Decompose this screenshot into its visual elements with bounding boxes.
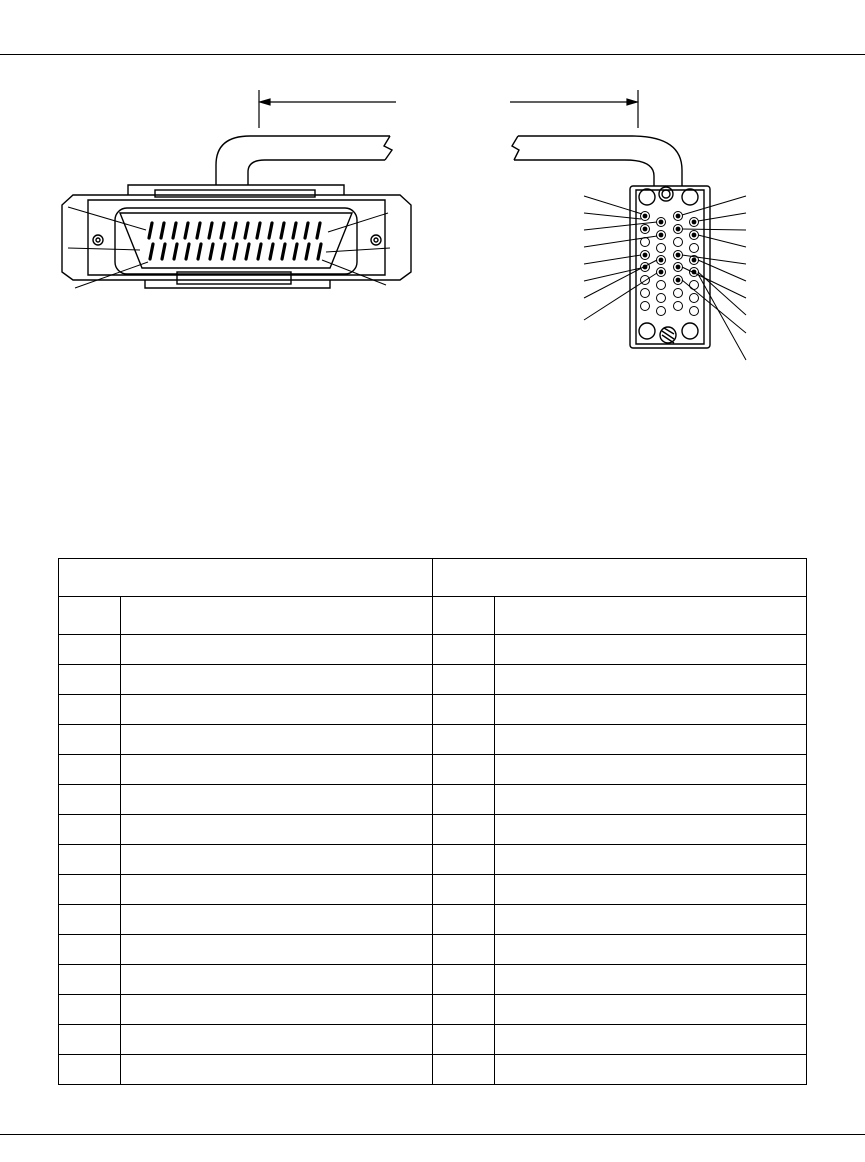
- table-row: [59, 725, 807, 755]
- table-cell: [59, 635, 121, 665]
- table-cell: [433, 815, 495, 845]
- table-row: [59, 935, 807, 965]
- table-cell: [121, 935, 433, 965]
- table-cell: [121, 845, 433, 875]
- table-cell: [59, 725, 121, 755]
- table-subheader-row: [59, 597, 807, 635]
- table-cell: [121, 965, 433, 995]
- table-cell: [433, 965, 495, 995]
- table-cell: [59, 845, 121, 875]
- table-cell: [495, 845, 807, 875]
- table-row: [59, 1055, 807, 1085]
- table-subheader-cell: [433, 597, 495, 635]
- table-cell: [495, 815, 807, 845]
- pinout-table: [58, 558, 807, 1085]
- table-cell: [433, 1025, 495, 1055]
- table-cell: [59, 695, 121, 725]
- table-row: [59, 965, 807, 995]
- table-row: [59, 695, 807, 725]
- table-row: [59, 1025, 807, 1055]
- table-cell: [495, 1025, 807, 1055]
- table-cell: [59, 935, 121, 965]
- table-cell: [433, 725, 495, 755]
- table-cell: [433, 845, 495, 875]
- table-cell: [433, 695, 495, 725]
- cable-length-dimension: [259, 90, 638, 128]
- table-subheader-cell: [495, 597, 807, 635]
- table-cell: [433, 1055, 495, 1085]
- table-cell: [59, 965, 121, 995]
- table-cell: [59, 665, 121, 695]
- table-cell: [495, 695, 807, 725]
- table-cell: [433, 875, 495, 905]
- table-header-left: [59, 559, 433, 597]
- right-connector-active-pins: [643, 214, 697, 283]
- cable-diagram: [0, 0, 865, 380]
- table-cell: [121, 695, 433, 725]
- left-connector: [62, 185, 411, 288]
- table-cell: [121, 755, 433, 785]
- table-row: [59, 755, 807, 785]
- table-row: [59, 665, 807, 695]
- table-cell: [121, 785, 433, 815]
- table-cell: [121, 995, 433, 1025]
- table-cell: [495, 935, 807, 965]
- table-cell: [59, 1025, 121, 1055]
- table-cell: [495, 725, 807, 755]
- table-cell: [433, 935, 495, 965]
- left-connector-pins: [149, 223, 321, 259]
- table-cell: [495, 995, 807, 1025]
- table-row: [59, 785, 807, 815]
- table-header-row: [59, 559, 807, 597]
- table-cell: [121, 1025, 433, 1055]
- table-row: [59, 995, 807, 1025]
- table-cell: [495, 965, 807, 995]
- table-row: [59, 635, 807, 665]
- table-cell: [121, 815, 433, 845]
- table-subheader-cell: [121, 597, 433, 635]
- table-cell: [59, 815, 121, 845]
- table-cell: [433, 785, 495, 815]
- table-row: [59, 845, 807, 875]
- table-cell: [495, 665, 807, 695]
- table-cell: [495, 1055, 807, 1085]
- table-cell: [433, 755, 495, 785]
- table-cell: [121, 1055, 433, 1085]
- table-row: [59, 815, 807, 845]
- table-cell: [433, 905, 495, 935]
- right-connector-leaders-right: [682, 196, 746, 360]
- table-header-right: [433, 559, 807, 597]
- table-cell: [59, 875, 121, 905]
- cable-body: [216, 136, 682, 186]
- table-cell: [59, 995, 121, 1025]
- table-cell: [121, 635, 433, 665]
- table-cell: [495, 755, 807, 785]
- table-cell: [121, 665, 433, 695]
- table-cell: [59, 1055, 121, 1085]
- table-cell: [121, 875, 433, 905]
- table-cell: [59, 905, 121, 935]
- table-cell: [59, 785, 121, 815]
- table-cell: [433, 635, 495, 665]
- bottom-rule: [0, 1134, 865, 1135]
- table-row: [59, 905, 807, 935]
- table-row: [59, 875, 807, 905]
- table-cell: [495, 905, 807, 935]
- left-connector-leaders: [68, 207, 390, 288]
- table-cell: [433, 665, 495, 695]
- table-cell: [495, 635, 807, 665]
- table-cell: [121, 725, 433, 755]
- table-cell: [59, 755, 121, 785]
- table-cell: [121, 905, 433, 935]
- table-subheader-cell: [59, 597, 121, 635]
- table-cell: [495, 875, 807, 905]
- table-cell: [433, 995, 495, 1025]
- table-cell: [495, 785, 807, 815]
